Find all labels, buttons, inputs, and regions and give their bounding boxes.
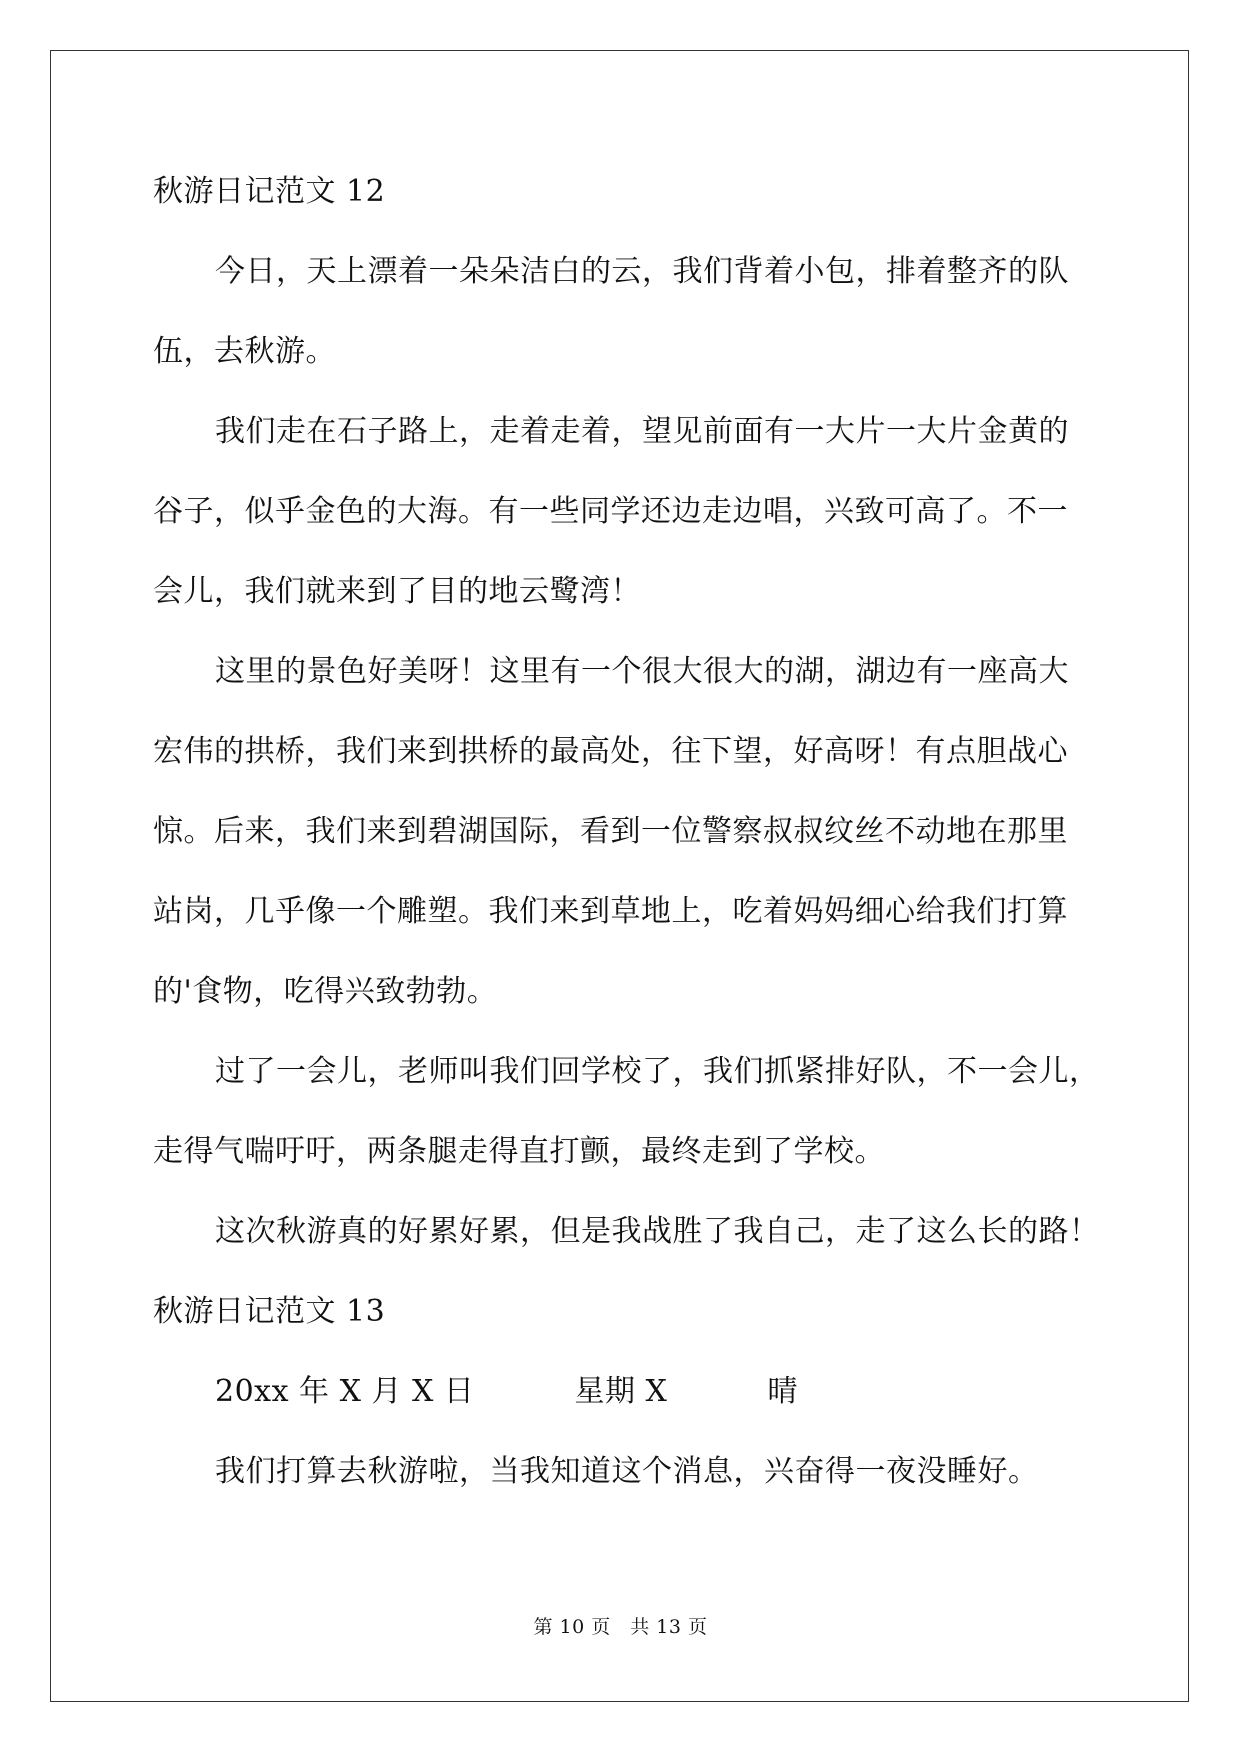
- paragraph-line: 这里的景色好美呀！这里有一个很大很大的湖，湖边有一座高大: [215, 654, 1069, 689]
- paragraph-line: 我们打算去秋游啦，当我知道这个消息，兴奋得一夜没睡好。: [215, 1454, 1039, 1489]
- paragraph-line: 惊。后来，我们来到碧湖国际，看到一位警察叔叔纹丝不动地在那里: [153, 814, 1068, 849]
- paragraph-line: 宏伟的拱桥，我们来到拱桥的最高处，往下望，好高呀！有点胆战心: [153, 734, 1068, 769]
- section-title: 秋游日记范文 12: [153, 174, 386, 209]
- date-line: [215, 1372, 798, 1412]
- paragraph-line: 伍，去秋游。: [153, 334, 336, 369]
- diary-date: 20xx 年 X 月 X 日: [215, 1374, 475, 1409]
- paragraph-line: 走得气喘吁吁，两条腿走得直打颤，最终走到了学校。: [153, 1134, 885, 1169]
- section-title: 秋游日记范文 13: [153, 1294, 386, 1329]
- page-number: 第 10 页 共 13 页: [533, 1616, 708, 1638]
- paragraph-line: 谷子，似乎金色的大海。有一些同学还边走边唱，兴致可高了。不一: [153, 494, 1068, 529]
- paragraph-line: 会儿，我们就来到了目的地云鹭湾！: [153, 574, 641, 609]
- paragraph-line: 过了一会儿，老师叫我们回学校了，我们抓紧排好队，不一会儿，: [215, 1054, 1100, 1089]
- diary-weather: 晴: [767, 1374, 799, 1409]
- paragraph-line: 站岗，几乎像一个雕塑。我们来到草地上，吃着妈妈细心给我们打算: [153, 894, 1068, 929]
- paragraph-line: 今日，天上漂着一朵朵洁白的云，我们背着小包，排着整齐的队: [215, 254, 1069, 289]
- paragraph-line: 的'食物，吃得兴致勃勃。: [153, 974, 498, 1009]
- paragraph-line: 我们走在石子路上，走着走着，望见前面有一大片一大片金黄的: [215, 414, 1069, 449]
- diary-weekday: 星期 X: [574, 1374, 668, 1409]
- paragraph-line: 这次秋游真的好累好累，但是我战胜了我自己，走了这么长的路！: [215, 1214, 1100, 1249]
